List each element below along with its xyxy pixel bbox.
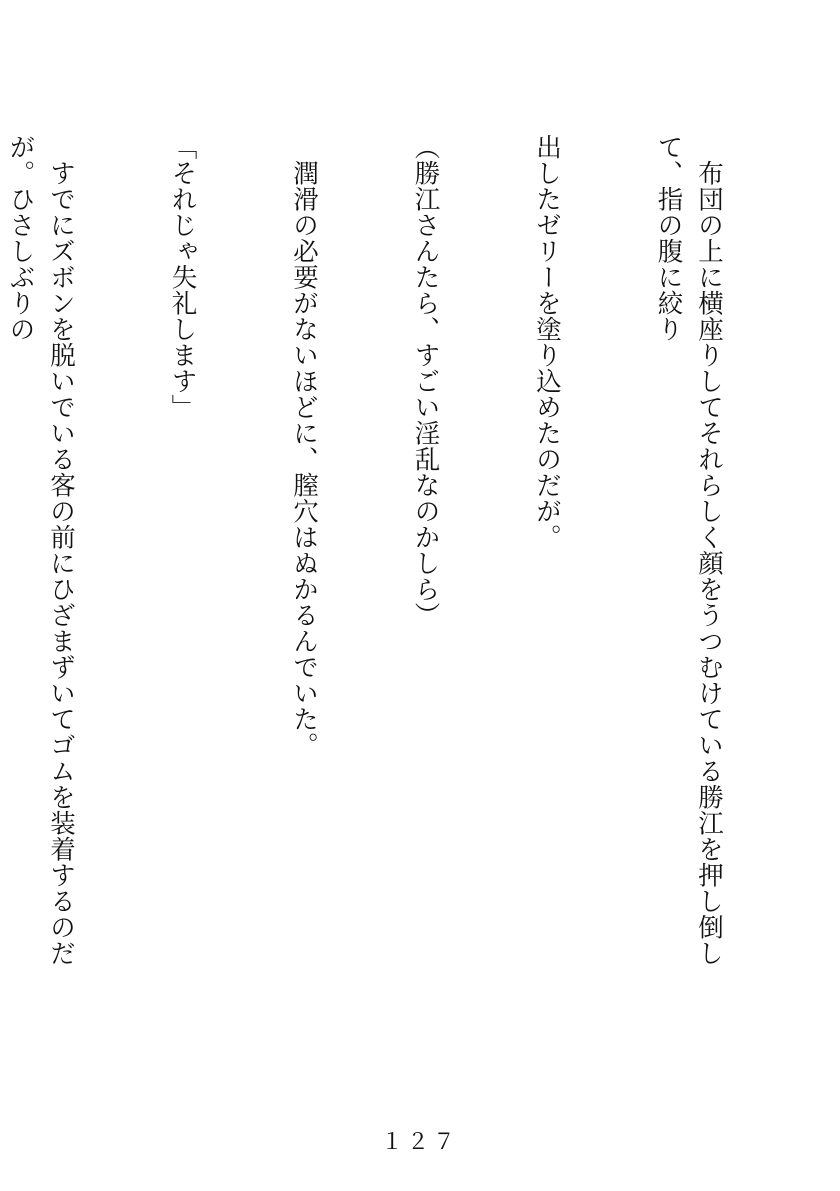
- page-number: １２７: [380, 1130, 459, 1155]
- text-line: 潤滑の必要がないほどに、膣穴はぬかるんでいた。: [289, 134, 319, 758]
- text-line: 布団の上に横座りしてそれらしく顔をうつむけている勝江を押し倒して、指の腹に絞り: [653, 134, 724, 966]
- text-line: 「それじゃ失礼します」: [167, 134, 198, 420]
- text-line: すでにズボンを脱いでいる客の前にひざまずいてゴムを装着するのだが。ひさしぶりの: [5, 134, 76, 966]
- text-line: 出したゼリーを塗り込めたのだが。: [532, 134, 562, 550]
- body-text: [5, 134, 810, 1014]
- text-line: （勝江さんたら、すごい淫乱なのかしら）: [410, 134, 441, 628]
